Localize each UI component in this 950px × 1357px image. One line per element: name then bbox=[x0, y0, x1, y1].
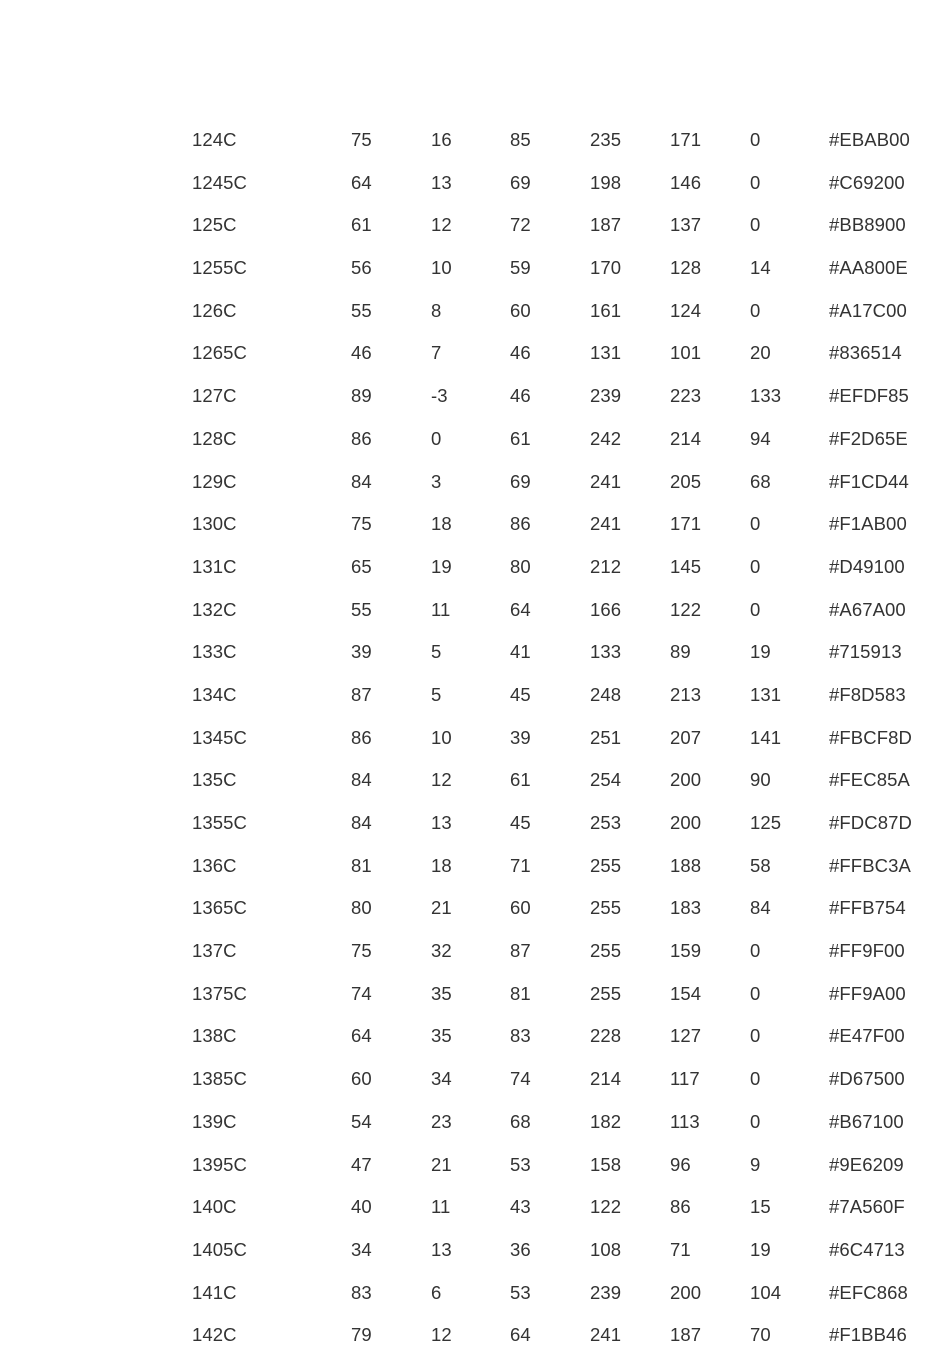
cell-green-value: 205 bbox=[670, 470, 702, 492]
cell-l-value: 55 bbox=[351, 598, 372, 620]
cell-hex-value: #EFC868 bbox=[829, 1281, 908, 1303]
cell-b-value: 71 bbox=[510, 854, 531, 876]
cell-b-value: 46 bbox=[510, 342, 531, 364]
cell-pantone-code: 129C bbox=[192, 470, 237, 492]
cell-hex-value: #F1AB00 bbox=[829, 513, 907, 535]
cell-a-value: 21 bbox=[431, 1153, 452, 1175]
cell-green-value: 71 bbox=[670, 1238, 691, 1260]
cell-hex-value: #FF9A00 bbox=[829, 982, 906, 1004]
table-row bbox=[0, 1272, 950, 1315]
cell-l-value: 56 bbox=[351, 257, 372, 279]
cell-red-value: 187 bbox=[590, 214, 622, 236]
cell-b-value: 45 bbox=[510, 683, 531, 705]
cell-blue-value: 0 bbox=[750, 1110, 761, 1132]
cell-blue-value: 90 bbox=[750, 769, 771, 791]
cell-green-value: 207 bbox=[670, 726, 702, 748]
cell-green-value: 128 bbox=[670, 257, 702, 279]
cell-blue-value: 131 bbox=[750, 683, 782, 705]
cell-hex-value: #FBCF8D bbox=[829, 726, 912, 748]
cell-blue-value: 133 bbox=[750, 385, 782, 407]
cell-l-value: 46 bbox=[351, 342, 372, 364]
cell-red-value: 255 bbox=[590, 897, 622, 919]
cell-b-value: 53 bbox=[510, 1281, 531, 1303]
cell-l-value: 39 bbox=[351, 641, 372, 663]
cell-green-value: 200 bbox=[670, 769, 702, 791]
cell-red-value: 170 bbox=[590, 257, 622, 279]
cell-red-value: 255 bbox=[590, 940, 622, 962]
table-row bbox=[0, 1015, 950, 1058]
cell-b-value: 43 bbox=[510, 1196, 531, 1218]
cell-red-value: 122 bbox=[590, 1196, 622, 1218]
cell-l-value: 86 bbox=[351, 427, 372, 449]
cell-a-value: 3 bbox=[431, 470, 442, 492]
table-row bbox=[0, 674, 950, 717]
cell-l-value: 79 bbox=[351, 1324, 372, 1346]
cell-l-value: 55 bbox=[351, 299, 372, 321]
cell-a-value: 19 bbox=[431, 555, 452, 577]
cell-hex-value: #F1BB46 bbox=[829, 1324, 907, 1346]
cell-a-value: 13 bbox=[431, 1238, 452, 1260]
table-row bbox=[0, 204, 950, 247]
cell-a-value: 0 bbox=[431, 427, 442, 449]
cell-blue-value: 0 bbox=[750, 129, 761, 150]
cell-green-value: 113 bbox=[670, 1110, 700, 1132]
cell-pantone-code: 1265C bbox=[192, 342, 248, 364]
cell-blue-value: 19 bbox=[750, 641, 771, 663]
cell-a-value: 13 bbox=[431, 812, 452, 833]
cell-blue-value: 0 bbox=[750, 299, 761, 321]
cell-l-value: 74 bbox=[351, 982, 372, 1004]
cell-green-value: 183 bbox=[670, 897, 702, 919]
cell-pantone-code: 137C bbox=[192, 940, 237, 962]
table-row bbox=[0, 631, 950, 674]
cell-a-value: 8 bbox=[431, 299, 442, 321]
cell-b-value: 86 bbox=[510, 513, 531, 535]
cell-red-value: 255 bbox=[590, 854, 622, 876]
cell-red-value: 108 bbox=[590, 1238, 622, 1260]
cell-pantone-code: 1245C bbox=[192, 171, 248, 193]
cell-green-value: 159 bbox=[670, 940, 702, 962]
cell-pantone-code: 126C bbox=[192, 299, 237, 321]
cell-a-value: 11 bbox=[431, 1196, 451, 1218]
cell-l-value: 83 bbox=[351, 1281, 372, 1303]
cell-blue-value: 0 bbox=[750, 940, 761, 962]
table-row bbox=[0, 1101, 950, 1144]
cell-hex-value: #FFB754 bbox=[829, 897, 906, 919]
cell-a-value: 21 bbox=[431, 897, 452, 919]
cell-b-value: 60 bbox=[510, 299, 531, 321]
cell-red-value: 212 bbox=[590, 555, 622, 577]
table-row bbox=[0, 887, 950, 930]
cell-b-value: 87 bbox=[510, 940, 531, 962]
cell-hex-value: #F8D583 bbox=[829, 683, 906, 705]
cell-hex-value: #BB8900 bbox=[829, 214, 906, 236]
cell-a-value: 16 bbox=[431, 129, 452, 150]
cell-green-value: 117 bbox=[670, 1068, 700, 1090]
cell-b-value: 68 bbox=[510, 1110, 531, 1132]
cell-b-value: 36 bbox=[510, 1238, 531, 1260]
cell-pantone-code: 142C bbox=[192, 1324, 237, 1346]
cell-l-value: 84 bbox=[351, 769, 372, 791]
cell-red-value: 131 bbox=[590, 342, 622, 364]
cell-hex-value: #FEC85A bbox=[829, 769, 910, 791]
cell-blue-value: 15 bbox=[750, 1196, 771, 1218]
cell-pantone-code: 1395C bbox=[192, 1153, 248, 1175]
cell-b-value: 60 bbox=[510, 897, 531, 919]
cell-blue-value: 58 bbox=[750, 854, 771, 876]
cell-red-value: 214 bbox=[590, 1068, 622, 1090]
cell-red-value: 251 bbox=[590, 726, 622, 748]
cell-red-value: 242 bbox=[590, 427, 622, 449]
cell-blue-value: 0 bbox=[750, 1025, 761, 1047]
cell-red-value: 241 bbox=[590, 1324, 622, 1346]
cell-l-value: 60 bbox=[351, 1068, 372, 1090]
cell-hex-value: #F2D65E bbox=[829, 427, 908, 449]
cell-hex-value: #7A560F bbox=[829, 1196, 905, 1218]
cell-a-value: 34 bbox=[431, 1068, 452, 1090]
cell-a-value: 6 bbox=[431, 1281, 442, 1303]
cell-l-value: 40 bbox=[351, 1196, 372, 1218]
cell-pantone-code: 131C bbox=[192, 555, 237, 577]
table-row bbox=[0, 1314, 950, 1357]
cell-hex-value: #D49100 bbox=[829, 555, 905, 577]
cell-a-value: 5 bbox=[431, 683, 442, 705]
cell-l-value: 64 bbox=[351, 171, 372, 193]
cell-l-value: 89 bbox=[351, 385, 372, 407]
cell-green-value: 213 bbox=[670, 683, 702, 705]
cell-red-value: 158 bbox=[590, 1153, 622, 1175]
cell-pantone-code: 128C bbox=[192, 427, 237, 449]
cell-pantone-code: 136C bbox=[192, 854, 237, 876]
table-row bbox=[0, 1058, 950, 1101]
cell-red-value: 239 bbox=[590, 1281, 622, 1303]
table-row bbox=[0, 1186, 950, 1229]
cell-pantone-code: 130C bbox=[192, 513, 237, 535]
cell-l-value: 81 bbox=[351, 854, 372, 876]
cell-pantone-code: 135C bbox=[192, 769, 237, 791]
cell-red-value: 198 bbox=[590, 171, 622, 193]
cell-red-value: 239 bbox=[590, 385, 622, 407]
cell-green-value: 122 bbox=[670, 598, 702, 620]
cell-a-value: 18 bbox=[431, 854, 452, 876]
cell-b-value: 69 bbox=[510, 470, 531, 492]
cell-b-value: 61 bbox=[510, 427, 531, 449]
cell-red-value: 255 bbox=[590, 982, 622, 1004]
cell-pantone-code: 1405C bbox=[192, 1238, 248, 1260]
cell-pantone-code: 1365C bbox=[192, 897, 248, 919]
cell-blue-value: 141 bbox=[750, 726, 782, 748]
table-row bbox=[0, 845, 950, 888]
table-row bbox=[0, 589, 950, 632]
cell-hex-value: #A17C00 bbox=[829, 299, 907, 321]
cell-blue-value: 125 bbox=[750, 812, 782, 833]
cell-hex-value: #E47F00 bbox=[829, 1025, 905, 1047]
cell-pantone-code: 134C bbox=[192, 683, 237, 705]
cell-blue-value: 94 bbox=[750, 427, 771, 449]
cell-green-value: 214 bbox=[670, 427, 702, 449]
cell-l-value: 34 bbox=[351, 1238, 372, 1260]
cell-a-value: 13 bbox=[431, 171, 452, 193]
cell-hex-value: #FFBC3A bbox=[829, 854, 911, 876]
cell-green-value: 89 bbox=[670, 641, 691, 663]
cell-hex-value: #EFDF85 bbox=[829, 385, 909, 407]
cell-a-value: 10 bbox=[431, 726, 452, 748]
cell-l-value: 86 bbox=[351, 726, 372, 748]
table-row bbox=[0, 1229, 950, 1272]
cell-blue-value: 84 bbox=[750, 897, 771, 919]
cell-l-value: 75 bbox=[351, 940, 372, 962]
cell-b-value: 45 bbox=[510, 812, 531, 833]
cell-pantone-code: 133C bbox=[192, 641, 237, 663]
cell-green-value: 171 bbox=[670, 513, 702, 535]
cell-hex-value: #836514 bbox=[829, 342, 902, 364]
cell-l-value: 75 bbox=[351, 513, 372, 535]
cell-pantone-code: 124C bbox=[192, 129, 237, 150]
cell-b-value: 53 bbox=[510, 1153, 531, 1175]
cell-a-value: -3 bbox=[431, 385, 448, 407]
cell-a-value: 12 bbox=[431, 1324, 452, 1346]
cell-green-value: 154 bbox=[670, 982, 702, 1004]
table-row bbox=[0, 802, 950, 845]
cell-b-value: 83 bbox=[510, 1025, 531, 1047]
cell-red-value: 166 bbox=[590, 598, 622, 620]
cell-red-value: 235 bbox=[590, 129, 622, 150]
cell-blue-value: 0 bbox=[750, 171, 761, 193]
cell-green-value: 171 bbox=[670, 129, 702, 150]
cell-b-value: 74 bbox=[510, 1068, 531, 1090]
cell-red-value: 241 bbox=[590, 513, 622, 535]
cell-a-value: 10 bbox=[431, 257, 452, 279]
cell-pantone-code: 140C bbox=[192, 1196, 237, 1218]
cell-red-value: 253 bbox=[590, 812, 622, 833]
cell-hex-value: #EBAB00 bbox=[829, 129, 910, 150]
table-row bbox=[0, 418, 950, 461]
cell-blue-value: 104 bbox=[750, 1281, 782, 1303]
cell-green-value: 86 bbox=[670, 1196, 691, 1218]
cell-pantone-code: 1255C bbox=[192, 257, 248, 279]
cell-pantone-code: 1385C bbox=[192, 1068, 248, 1090]
cell-blue-value: 20 bbox=[750, 342, 771, 364]
cell-l-value: 47 bbox=[351, 1153, 372, 1175]
cell-a-value: 23 bbox=[431, 1110, 452, 1132]
cell-red-value: 161 bbox=[590, 299, 622, 321]
cell-a-value: 7 bbox=[431, 342, 442, 364]
cell-hex-value: #C69200 bbox=[829, 171, 905, 193]
cell-a-value: 12 bbox=[431, 769, 452, 791]
cell-l-value: 80 bbox=[351, 897, 372, 919]
cell-blue-value: 14 bbox=[750, 257, 771, 279]
cell-blue-value: 0 bbox=[750, 513, 761, 535]
table-row bbox=[0, 119, 950, 162]
cell-blue-value: 0 bbox=[750, 214, 761, 236]
cell-pantone-code: 127C bbox=[192, 385, 237, 407]
cell-green-value: 96 bbox=[670, 1153, 691, 1175]
cell-a-value: 18 bbox=[431, 513, 452, 535]
cell-green-value: 200 bbox=[670, 812, 702, 833]
cell-blue-value: 0 bbox=[750, 555, 761, 577]
table-row bbox=[0, 930, 950, 973]
cell-b-value: 69 bbox=[510, 171, 531, 193]
table-row bbox=[0, 247, 950, 290]
table-row bbox=[0, 973, 950, 1016]
cell-pantone-code: 125C bbox=[192, 214, 237, 236]
cell-pantone-code: 1375C bbox=[192, 982, 248, 1004]
cell-pantone-code: 141C bbox=[192, 1281, 237, 1303]
cell-green-value: 187 bbox=[670, 1324, 702, 1346]
cell-a-value: 35 bbox=[431, 1025, 452, 1047]
cell-green-value: 145 bbox=[670, 555, 702, 577]
cell-blue-value: 0 bbox=[750, 982, 761, 1004]
cell-l-value: 65 bbox=[351, 555, 372, 577]
table-row bbox=[0, 332, 950, 375]
cell-pantone-code: 1355C bbox=[192, 812, 248, 833]
cell-a-value: 5 bbox=[431, 641, 442, 663]
cell-green-value: 223 bbox=[670, 385, 702, 407]
cell-red-value: 254 bbox=[590, 769, 622, 791]
cell-hex-value: #FDC87D bbox=[829, 812, 912, 833]
cell-l-value: 84 bbox=[351, 812, 372, 833]
table-row bbox=[0, 759, 950, 802]
table-row bbox=[0, 503, 950, 546]
cell-blue-value: 0 bbox=[750, 598, 761, 620]
cell-green-value: 200 bbox=[670, 1281, 702, 1303]
cell-b-value: 64 bbox=[510, 598, 531, 620]
cell-green-value: 146 bbox=[670, 171, 702, 193]
cell-green-value: 137 bbox=[670, 214, 702, 236]
cell-green-value: 101 bbox=[670, 342, 702, 364]
cell-red-value: 133 bbox=[590, 641, 622, 663]
cell-blue-value: 9 bbox=[750, 1153, 761, 1175]
table-row bbox=[0, 375, 950, 418]
cell-a-value: 12 bbox=[431, 214, 452, 236]
cell-b-value: 59 bbox=[510, 257, 531, 279]
cell-b-value: 85 bbox=[510, 129, 531, 150]
cell-pantone-code: 139C bbox=[192, 1110, 237, 1132]
cell-l-value: 64 bbox=[351, 1025, 372, 1047]
cell-l-value: 87 bbox=[351, 683, 372, 705]
table-row bbox=[0, 162, 950, 205]
cell-b-value: 46 bbox=[510, 385, 531, 407]
cell-blue-value: 19 bbox=[750, 1238, 771, 1260]
cell-b-value: 41 bbox=[510, 641, 531, 663]
cell-red-value: 248 bbox=[590, 683, 622, 705]
color-table bbox=[0, 119, 950, 1357]
cell-hex-value: #AA800E bbox=[829, 257, 908, 279]
table-row bbox=[0, 546, 950, 589]
cell-hex-value: #FF9F00 bbox=[829, 940, 905, 962]
cell-hex-value: #B67100 bbox=[829, 1110, 904, 1132]
table-row bbox=[0, 461, 950, 504]
cell-a-value: 32 bbox=[431, 940, 452, 962]
cell-l-value: 61 bbox=[351, 214, 372, 236]
cell-red-value: 182 bbox=[590, 1110, 622, 1132]
table-row bbox=[0, 290, 950, 333]
cell-l-value: 54 bbox=[351, 1110, 372, 1132]
cell-hex-value: #9E6209 bbox=[829, 1153, 904, 1175]
cell-b-value: 80 bbox=[510, 555, 531, 577]
cell-hex-value: #6C4713 bbox=[829, 1238, 905, 1260]
table-row bbox=[0, 1144, 950, 1187]
cell-green-value: 188 bbox=[670, 854, 702, 876]
cell-l-value: 84 bbox=[351, 470, 372, 492]
cell-hex-value: #A67A00 bbox=[829, 598, 906, 620]
cell-blue-value: 70 bbox=[750, 1324, 771, 1346]
table-row bbox=[0, 717, 950, 760]
cell-hex-value: #D67500 bbox=[829, 1068, 905, 1090]
cell-b-value: 39 bbox=[510, 726, 531, 748]
cell-l-value: 75 bbox=[351, 129, 372, 150]
cell-red-value: 241 bbox=[590, 470, 622, 492]
cell-blue-value: 68 bbox=[750, 470, 771, 492]
cell-b-value: 61 bbox=[510, 769, 531, 791]
cell-pantone-code: 1345C bbox=[192, 726, 248, 748]
cell-hex-value: #F1CD44 bbox=[829, 470, 909, 492]
cell-b-value: 72 bbox=[510, 214, 531, 236]
cell-green-value: 127 bbox=[670, 1025, 702, 1047]
cell-pantone-code: 138C bbox=[192, 1025, 237, 1047]
cell-pantone-code: 132C bbox=[192, 598, 237, 620]
cell-a-value: 35 bbox=[431, 982, 452, 1004]
cell-blue-value: 0 bbox=[750, 1068, 761, 1090]
cell-b-value: 81 bbox=[510, 982, 531, 1004]
cell-a-value: 11 bbox=[431, 598, 451, 620]
cell-green-value: 124 bbox=[670, 299, 702, 321]
cell-red-value: 228 bbox=[590, 1025, 622, 1047]
cell-b-value: 64 bbox=[510, 1324, 531, 1346]
cell-hex-value: #715913 bbox=[829, 641, 902, 663]
